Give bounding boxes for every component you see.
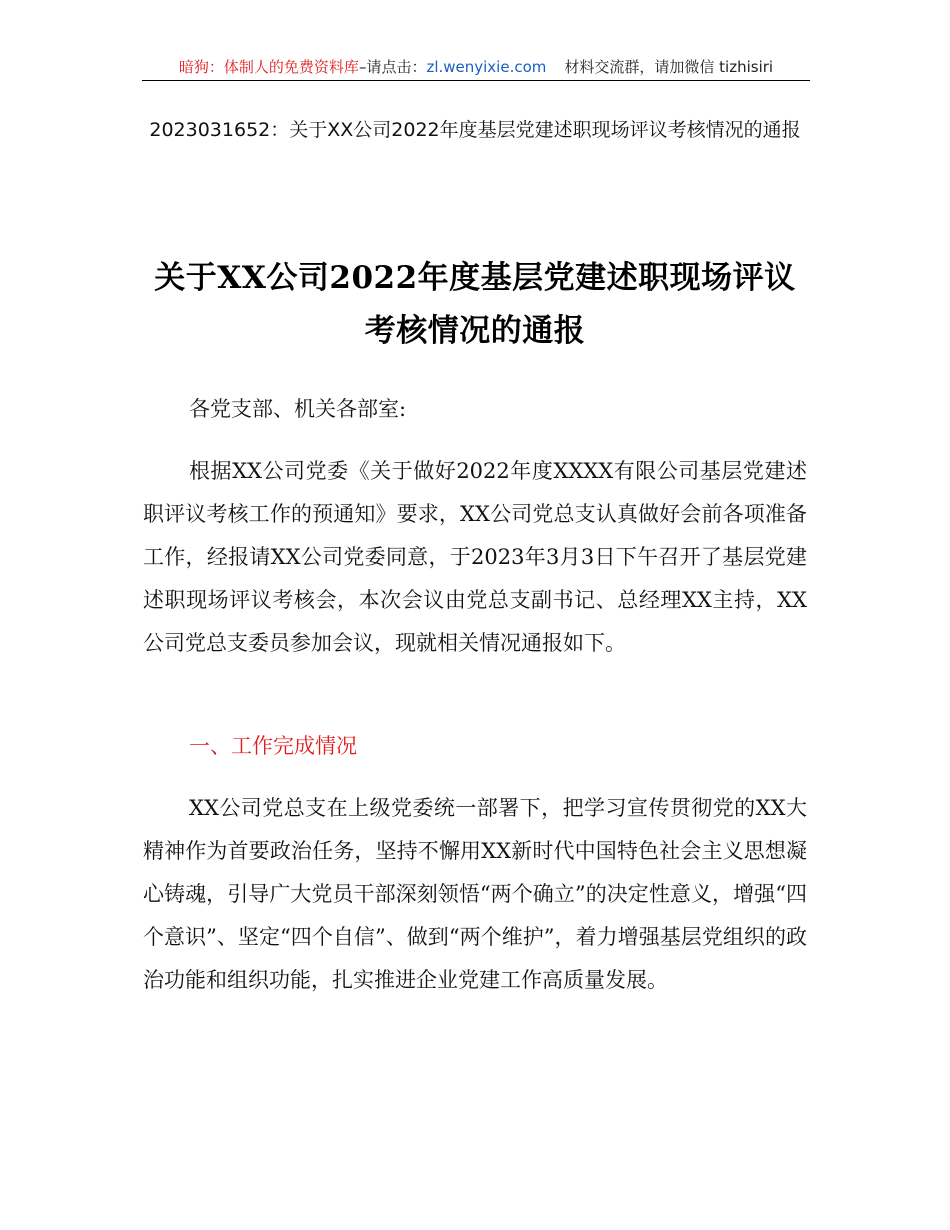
paragraph-work-completion: XX公司党总支在上级党委统一部署下，把学习宣传贯彻党的XX大精神作为首要政治任务，坚持不懈用XX新时代中国特色社会主义思想凝心铸魂，引导广大党员干部深刻领悟“两个确立”的决定性意义，增强“四个意识”、坚定“四个自信”、做到“两个维护”，着力增强基层党组织的政治功能和组织功能，扎实推进企业党建工作高质量发展。	[143, 796, 807, 992]
header-click-prompt: –请点击：	[358, 58, 427, 76]
section-heading-work-completion: 一、工作完成情况	[189, 734, 357, 758]
salutation: 各党支部、机关各部室:	[189, 397, 407, 421]
header-url-link[interactable]: zl.wenyixie.com	[426, 58, 547, 76]
header-brand: 暗狗：体制人的免费资料库	[178, 58, 359, 76]
document-id-title: 2023031652：关于XX公司2022年度基层党建述职现场评议考核情况的通报	[149, 119, 801, 141]
paragraph-intro: 根据XX公司党委《关于做好2022年度XXXX有限公司基层党建述职评议考核工作的预通知》要求，XX公司党总支认真做好会前各项准备工作，经报请XX公司党委同意，于2023年3月3日下午召开了基层党建述职现场评议考核会，本次会议由党总支副书记、总经理XX主持，XX公司党总支委员参加会议，现就相关情况通报如下。	[143, 459, 807, 655]
page-title: 关于XX公司2022年度基层党建述职现场评议考核情况的通报	[154, 260, 796, 349]
watermark-header	[142, 56, 810, 81]
header-contact: 材料交流群，请加微信 tizhisiri	[564, 58, 774, 76]
